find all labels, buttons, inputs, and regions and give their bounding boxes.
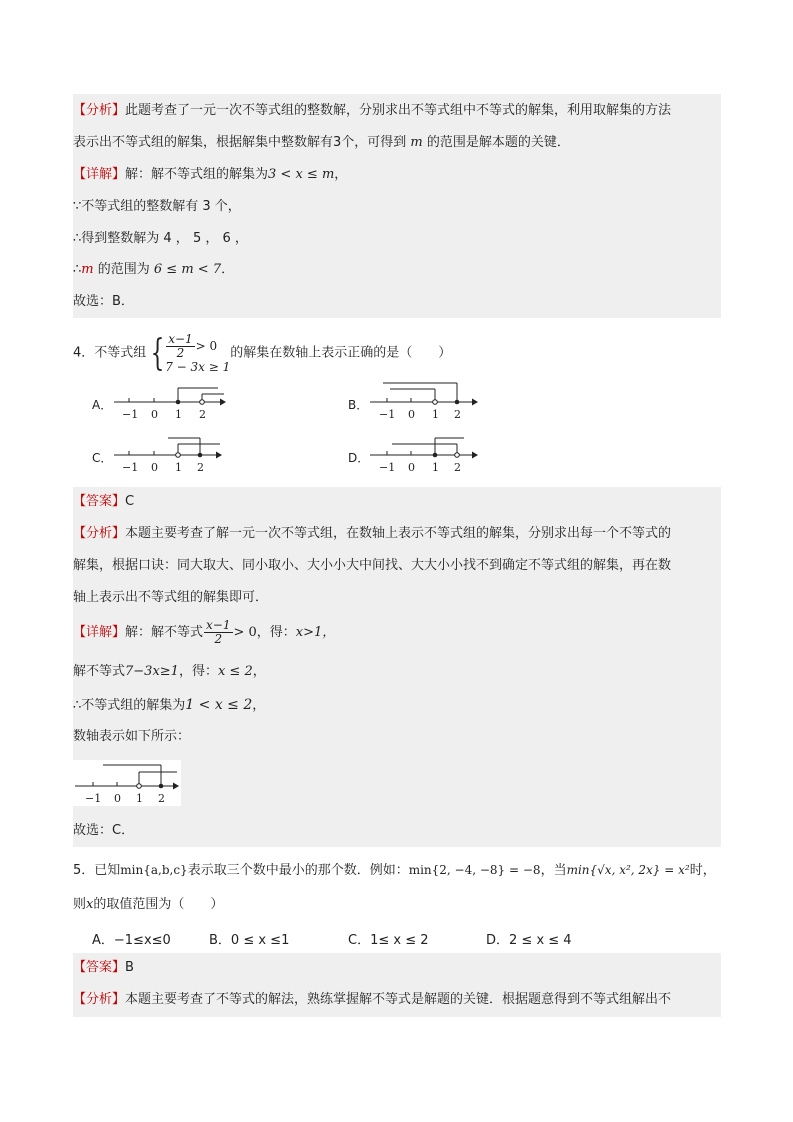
q3-detail-line2: ∵不等式组的整数解有 3 个，: [73, 199, 241, 214]
q4-analysis-line1: 【分析】本题主要考查了解一元一次不等式组，在数轴上表示不等式组的解集，分别求出每一个不等式的: [73, 526, 672, 541]
q4-option-a-numberline[interactable]: [112, 380, 227, 422]
q3-detail-line1: 【详解】解：解不等式组的解集为3 < x ≤ m，: [73, 167, 348, 182]
q4-choice: 故选：C．: [73, 823, 135, 838]
q4-option-c-label[interactable]: C．: [92, 451, 113, 465]
q4-option-c-numberline[interactable]: [112, 433, 227, 475]
q5-option-d[interactable]: D．2 ≤ x ≤ 4: [486, 933, 572, 948]
brace-icon: {: [150, 332, 165, 374]
svg-text:0: 0: [408, 461, 415, 474]
q5-answer: 【答案】B: [73, 960, 134, 975]
q5-answer-tag: 【答案】: [73, 960, 126, 975]
q4-stem: 4．不等式组 { $\frac{x-1}{2}$ > 0 7 − 3x ≥ 1 的解集在数轴上表示正确的是（ ）: [73, 332, 452, 374]
svg-text:−1: −1: [379, 408, 396, 421]
q5-option-a[interactable]: A．−1≤x≤0: [92, 933, 171, 948]
q4-detail-line4: 数轴表示如下所示：: [73, 729, 191, 744]
q4-analysis-line3: 轴上表示出不等式组的解集即可．: [73, 590, 269, 605]
q5-option-c[interactable]: C．1≤ x ≤ 2: [348, 933, 429, 948]
q4-option-d-label[interactable]: D．: [348, 451, 370, 465]
svg-text:−1: −1: [122, 461, 139, 474]
q4-detail-line2: 解不等式7−3x≥1，得：x ≤ 2，: [73, 664, 266, 679]
q4-answer: 【答案】C: [73, 494, 135, 509]
q4-detail-tag: 【详解】: [73, 625, 126, 640]
svg-text:0: 0: [151, 461, 158, 474]
svg-text:−1: −1: [379, 461, 396, 474]
svg-text:−1: −1: [122, 408, 139, 421]
q5-stem-line2: 则x的取值范围为（ ）: [73, 897, 224, 912]
svg-text:1: 1: [432, 408, 439, 421]
q3-detail-tag: 【详解】: [73, 167, 126, 182]
q4-option-b-numberline[interactable]: [368, 380, 483, 422]
q5-option-b[interactable]: B．0 ≤ x ≤1: [209, 933, 290, 948]
svg-text:1: 1: [432, 461, 439, 474]
svg-text:−1: −1: [85, 792, 102, 805]
svg-text:0: 0: [408, 408, 415, 421]
q4-detail-line1: 【详解】解：解不等式 $\frac{x-1}{2}$ > 0，得：x>1，: [73, 618, 336, 646]
q4-analysis-tag: 【分析】: [73, 526, 126, 541]
q4-option-b-label[interactable]: B．: [348, 398, 369, 412]
svg-text:2: 2: [454, 408, 461, 421]
q3-analysis-line2: 表示出不等式组的解集，根据解集中整数解有3个，可得到 m 的范围是解本题的关键．: [73, 135, 570, 150]
q4-analysis-line2: 解集，根据口诀：同大取大、同小取小、大小小大中间找、大大小小找不到确定不等式组的解集，再在数: [73, 558, 672, 573]
q4-detail-line3: ∴不等式组的解集为1 < x ≤ 2，: [73, 697, 266, 713]
q4-option-a-label[interactable]: A．: [92, 398, 113, 412]
q5-stem-line1: 5．已知min{a,b,c}表示取三个数中最小的那个数．例如：min{2, −4, −8} = −8，当min{√x, x², 2x} = x²时，: [73, 863, 716, 878]
svg-text:2: 2: [197, 461, 204, 474]
q3-analysis-tag: 【分析】: [73, 103, 126, 118]
q4-inequality-system: { $\frac{x-1}{2}$ > 0 7 − 3x ≥ 1: [150, 332, 231, 374]
q3-analysis-line1: 【分析】此题考查了一元一次不等式组的整数解，分别求出不等式组中不等式的解集，利用取解集的方法: [73, 103, 672, 118]
svg-text:0: 0: [151, 408, 158, 421]
q4-answer-tag: 【答案】: [73, 494, 126, 509]
svg-text:1: 1: [175, 408, 182, 421]
svg-text:2: 2: [454, 461, 461, 474]
q3-detail-line3: ∴得到整数解为 4 ， 5 ， 6 ，: [73, 231, 248, 246]
q3-choice: 故选：B．: [73, 294, 134, 309]
q5-analysis-line1: 【分析】本题主要考查了不等式的解法，熟练掌握解不等式是解题的关键．根据题意得到不等式组解出不: [73, 992, 672, 1007]
svg-text:2: 2: [199, 408, 206, 421]
q4-option-d-numberline[interactable]: [368, 433, 483, 475]
q4-solution-numberline: [73, 760, 181, 806]
q5-analysis-tag: 【分析】: [73, 992, 126, 1007]
svg-text:2: 2: [158, 792, 165, 805]
svg-text:1: 1: [136, 792, 143, 805]
svg-text:1: 1: [175, 461, 182, 474]
svg-text:0: 0: [114, 792, 121, 805]
q3-detail-line4: ∴m 的范围为 6 ≤ m < 7．: [73, 262, 235, 277]
